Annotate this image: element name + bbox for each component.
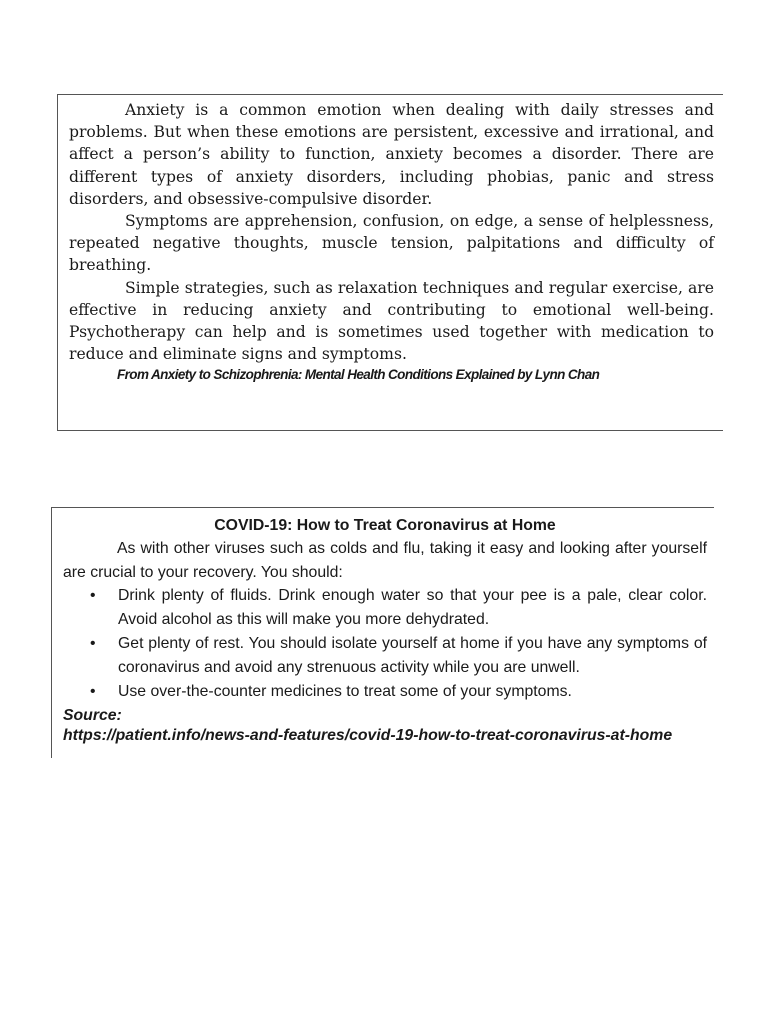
list-item — [63, 584, 707, 631]
covid-excerpt-text — [63, 514, 707, 746]
bullet-icon: • — [90, 683, 96, 700]
list-item — [63, 680, 707, 704]
covid-excerpt-box — [51, 507, 714, 758]
covid-intro: As with other viruses such as colds and flu, taking it easy and looking after yourself are crucial to your recovery. You should: — [63, 540, 707, 581]
anxiety-paragraph-2: Symptoms are apprehension, confusion, on edge, a sense of helplessness, repeated negative thoughts, muscle tension, palpitations and difficulty of breathing. — [69, 212, 714, 275]
anxiety-excerpt-text — [69, 99, 714, 385]
covid-advice-list — [63, 584, 707, 704]
list-item-text: Drink plenty of fluids. Drink enough water so that your pee is a pale, clear color. Avoid alcohol as this will make you more dehydrated. — [118, 587, 707, 628]
covid-title: COVID-19: How to Treat Coronavirus at Home — [214, 517, 556, 534]
bullet-icon: • — [90, 635, 96, 652]
source-label: Source: — [63, 706, 122, 724]
anxiety-citation: From Anxiety to Schizophrenia: Mental Health Conditions Explained by Lynn Chan — [117, 367, 600, 383]
anxiety-paragraph-3: Simple strategies, such as relaxation techniques and regular exercise, are effective in reducing anxiety and contributing to emotional well-being. Psychotherapy can help and is sometimes used together with medication to reduce and eliminate signs and symptoms. — [69, 278, 714, 364]
list-item — [63, 632, 707, 679]
bullet-icon: • — [90, 587, 96, 604]
source-url: https://patient.info/news-and-features/covid-19-how-to-treat-coronavirus-at-home — [63, 726, 673, 744]
list-item-text: Get plenty of rest. You should isolate yourself at home if you have any symptoms of coronavirus and avoid any strenuous activity while you are unwell. — [118, 635, 707, 676]
anxiety-excerpt-box — [57, 94, 723, 431]
list-item-text: Use over-the-counter medicines to treat some of your symptoms. — [118, 683, 572, 700]
anxiety-paragraph-1: Anxiety is a common emotion when dealing with daily stresses and problems. But when these emotions are persistent, excessive and irrational, and affect a person’s ability to function, anxiety becomes a disorder. There are different types of anxiety disorders, including phobias, panic and stress disorders, and obsessive-compulsive disorder. — [69, 101, 714, 208]
